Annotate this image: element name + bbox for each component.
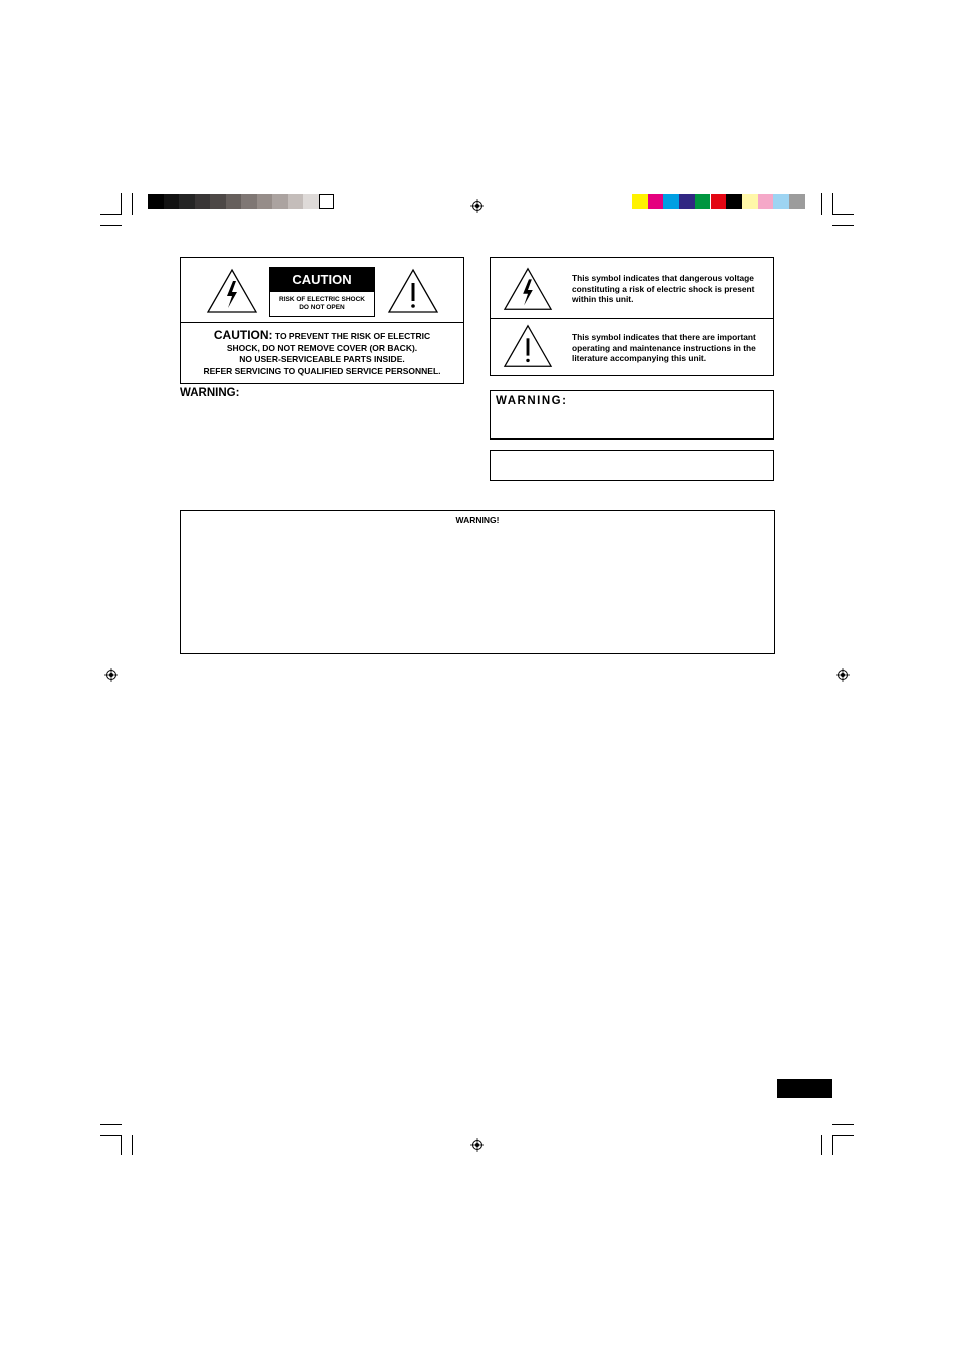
registration-mark-icon bbox=[836, 668, 850, 682]
color-swatch bbox=[648, 194, 664, 209]
lightning-warning-icon bbox=[206, 268, 258, 314]
caution-line: REFER SERVICING TO QUALIFIED SERVICE PERSONNEL. bbox=[203, 365, 441, 376]
caution-badge-title: CAUTION bbox=[270, 268, 374, 292]
symbol-explanation-box bbox=[490, 257, 774, 376]
caution-badge-line: RISK OF ELECTRIC SHOCK bbox=[279, 296, 365, 303]
color-swatch bbox=[179, 194, 195, 209]
exclamation-warning-icon bbox=[387, 268, 439, 314]
right-warning-heading: WARNING: bbox=[496, 395, 568, 407]
caution-word: CAUTION: bbox=[213, 328, 273, 342]
caution-line: TO PREVENT THE RISK OF ELECTRIC bbox=[274, 331, 431, 341]
caution-line: SHOCK, DO NOT REMOVE COVER (OR BACK). bbox=[226, 342, 418, 353]
bottom-warning-heading: WARNING! bbox=[455, 515, 500, 525]
color-swatch bbox=[195, 194, 211, 209]
color-swatch bbox=[695, 194, 711, 209]
registration-mark-icon bbox=[470, 199, 484, 213]
color-swatch bbox=[742, 194, 758, 209]
color-swatch bbox=[148, 194, 164, 209]
caution-statement bbox=[181, 330, 463, 377]
color-swatch bbox=[288, 194, 304, 209]
color-swatch bbox=[226, 194, 242, 209]
color-swatch bbox=[319, 194, 335, 209]
registration-mark-icon bbox=[470, 1138, 484, 1152]
color-swatch bbox=[272, 194, 288, 209]
color-swatch bbox=[164, 194, 180, 209]
color-swatch bbox=[241, 194, 257, 209]
lightning-symbol-description: This symbol indicates that dangerous voltage constituting a risk of electric shock is present within this unit. bbox=[572, 273, 755, 304]
lightning-symbol-row bbox=[491, 258, 773, 319]
color-swatch bbox=[726, 194, 742, 209]
color-swatch bbox=[758, 194, 774, 209]
page-number-tab bbox=[777, 1079, 832, 1098]
registration-mark-icon bbox=[104, 668, 118, 682]
color-swatch bbox=[711, 194, 727, 209]
color-swatch bbox=[789, 194, 805, 209]
color-swatch bbox=[632, 194, 648, 209]
color-swatch bbox=[210, 194, 226, 209]
caution-badge-subtitle bbox=[270, 292, 374, 312]
caution-label bbox=[180, 257, 464, 384]
exclamation-symbol-row bbox=[491, 319, 773, 375]
lightning-warning-icon bbox=[503, 266, 553, 312]
caution-divider bbox=[181, 322, 463, 323]
empty-notice-box bbox=[490, 450, 774, 481]
caution-badge bbox=[269, 267, 375, 317]
color-swatch bbox=[303, 194, 319, 209]
right-warning-box bbox=[490, 390, 774, 440]
left-warning-heading: WARNING: bbox=[180, 387, 240, 399]
color-swatch bbox=[679, 194, 695, 209]
color-swatch bbox=[257, 194, 273, 209]
caution-badge-line: DO NOT OPEN bbox=[299, 304, 345, 311]
bottom-warning-box bbox=[180, 510, 775, 654]
exclamation-warning-icon bbox=[503, 323, 553, 369]
color-swatch bbox=[663, 194, 679, 209]
color-swatch bbox=[773, 194, 789, 209]
caution-line: NO USER-SERVICEABLE PARTS INSIDE. bbox=[239, 354, 405, 364]
exclamation-symbol-description: This symbol indicates that there are important operating and maintenance instructions in the literature accompanying this unit. bbox=[572, 332, 756, 363]
